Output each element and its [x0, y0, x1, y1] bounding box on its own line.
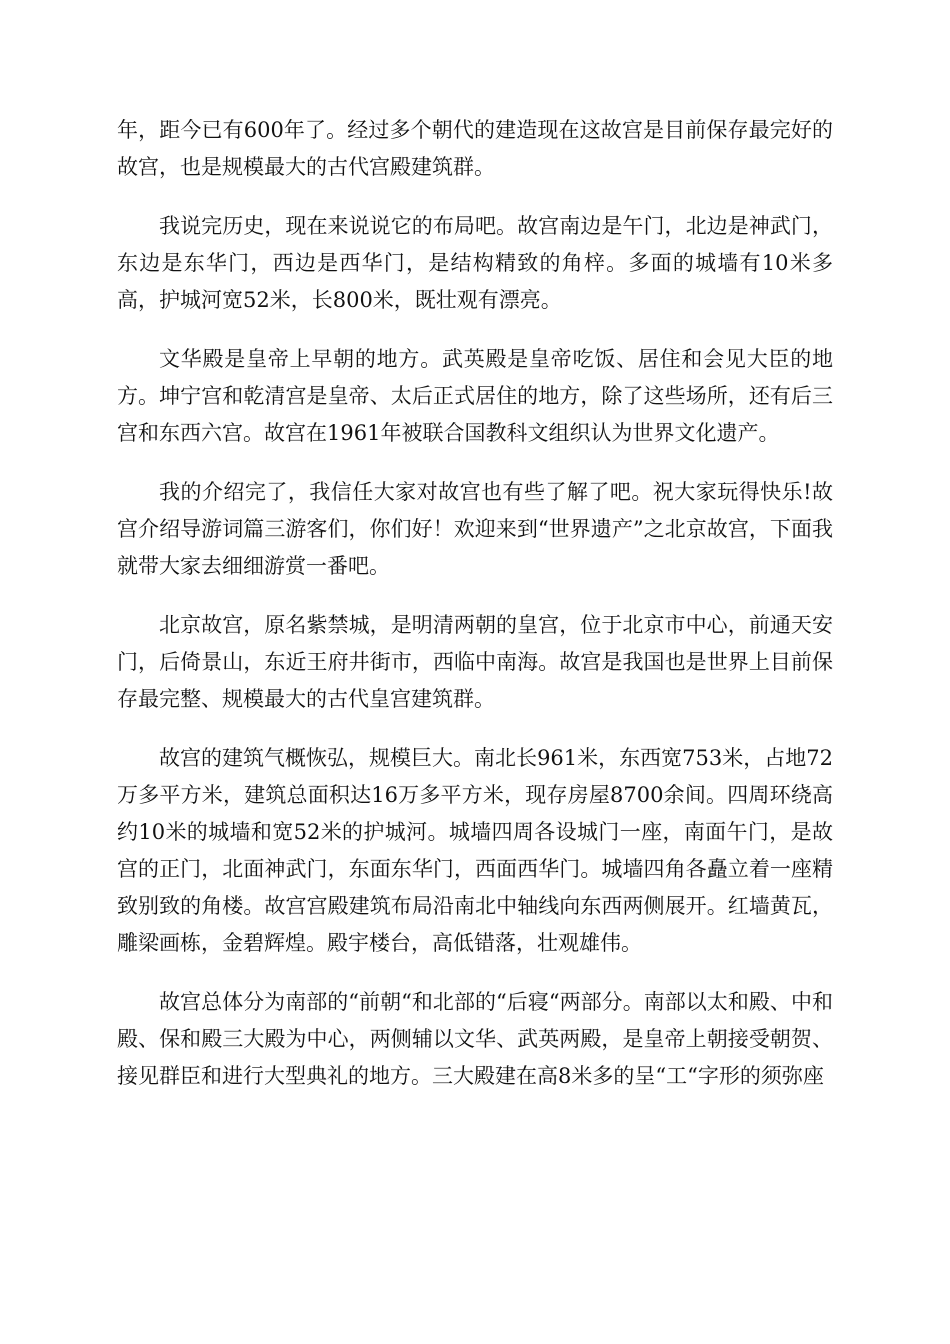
- paragraph-6: 故宫的建筑气概恢弘，规模巨大。南北长961米，东西宽753米，占地72万多平方米，建筑总面积达16万多平方米，现存房屋8700余间。四周环绕高约10米的城墙和宽52米的护城河。城墙四周各设城门一座，南面午门，是故宫的正门，北面神武门，东面东华门，西面西华门。城墙四角各矗立着一座精致别致的角楼。故宫宫殿建筑布局沿南北中轴线向东西两侧展开。红墙黄瓦，雕梁画栋，金碧辉煌。殿宇楼台，高低错落，壮观雄伟。: [117, 746, 833, 955]
- paragraph-4: 我的介绍完了，我信任大家对故宫也有些了解了吧。祝大家玩得快乐!故宫介绍导游词篇三游客们，你们好！欢迎来到“世界遗产”之北京故宫，下面我就带大家去细细游赏一番吧。: [117, 480, 833, 578]
- paragraph-5: 北京故宫，原名紫禁城，是明清两朝的皇宫，位于北京市中心，前通天安门，后倚景山，东近王府井街市，西临中南海。故宫是我国也是世界上目前保存最完整、规模最大的古代皇宫建筑群。: [117, 613, 833, 711]
- document-body: [117, 112, 833, 1117]
- paragraph-7: 故宫总体分为南部的“前朝“和北部的“后寝“两部分。南部以太和殿、中和殿、保和殿三大殿为中心，两侧辅以文华、武英两殿，是皇帝上朝接受朝贺、接见群臣和进行大型典礼的地方。三大殿建在高8米多的呈“工“字形的须弥座: [117, 990, 833, 1088]
- paragraph-1: 年，距今已有600年了。经过多个朝代的建造现在这故宫是目前保存最完好的故宫，也是规模最大的古代宫殿建筑群。: [117, 118, 833, 179]
- paragraph-3: 文华殿是皇帝上早朝的地方。武英殿是皇帝吃饭、居住和会见大臣的地方。坤宁宫和乾清宫是皇帝、太后正式居住的地方，除了这些场所，还有后三宫和东西六宫。故宫在1961年被联合国教科文组织认为世界文化遗产。: [117, 347, 833, 445]
- paragraph-2: 我说完历史，现在来说说它的布局吧。故宫南边是午门，北边是神武门，东边是东华门，西边是西华门，是结构精致的角梓。多面的城墙有10米多高，护城河宽52米，长800米，既壮观有漂亮。: [117, 214, 833, 312]
